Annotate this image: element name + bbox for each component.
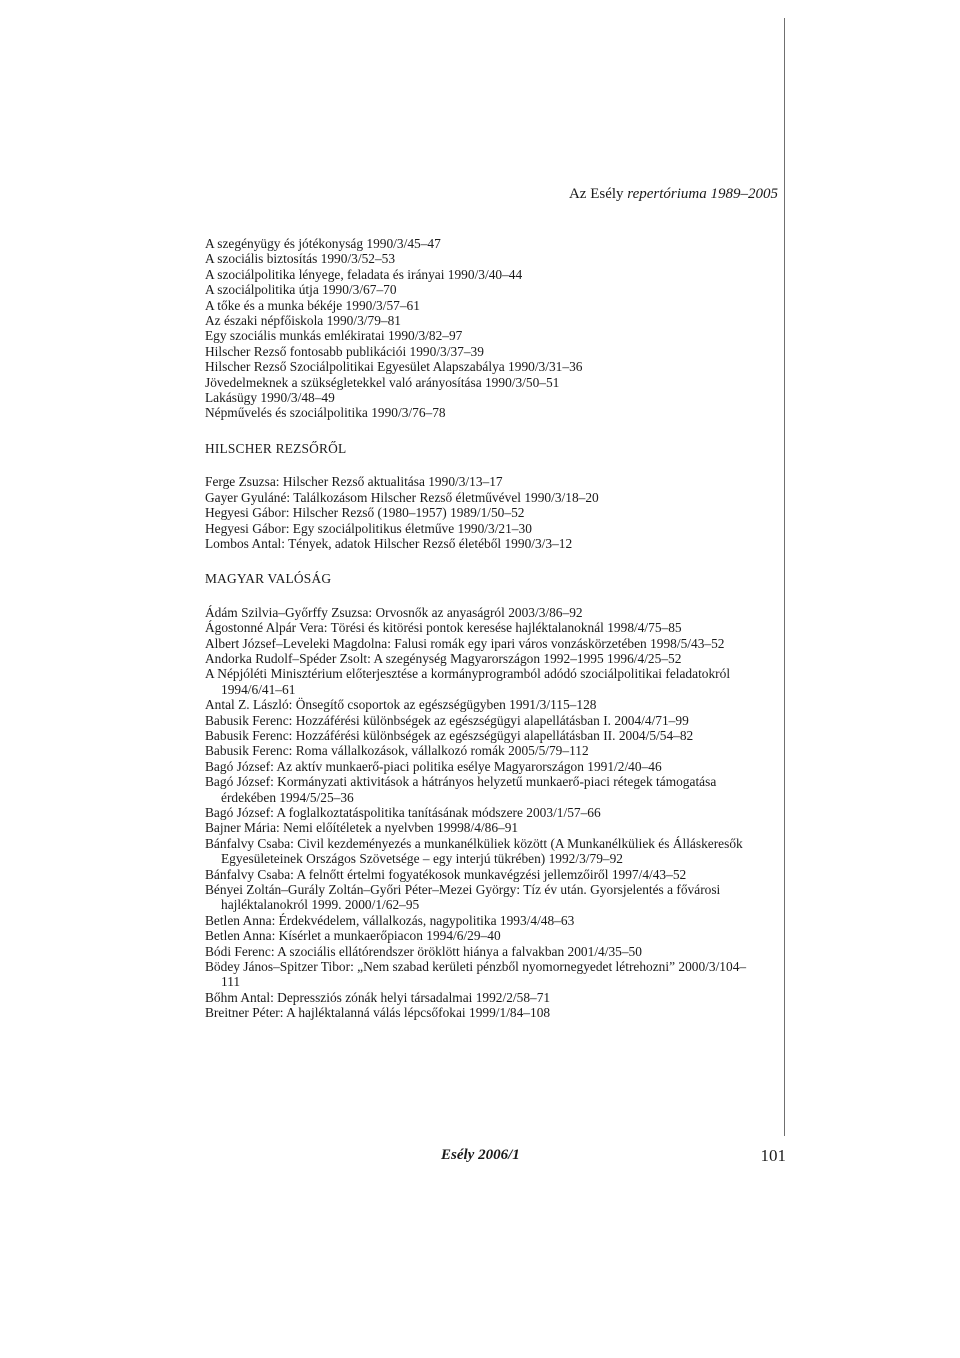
index-entry: Bódi Ferenc: A szociális ellátórendszer öröklött hiánya a falvakban 2001/4/35–50	[205, 943, 642, 959]
index-entry: A szociális biztosítás 1990/3/52–53	[205, 251, 396, 267]
page-number: 101	[760, 1146, 786, 1165]
index-entry: Bényei Zoltán–Gurály Zoltán–Győri Péter–Mezei György: Tíz év után. Gyorsjelentés a fővárosi hajléktalanokról 1999. 2000/1/62–95	[205, 882, 721, 913]
index-entry: Hegyesi Gábor: Egy szociálpolitikus életműve 1990/3/21–30	[205, 520, 532, 536]
index-entry: Andorka Rudolf–Spéder Zsolt: A szegénység Magyarországon 1992–1995 1996/4/25–52	[205, 650, 682, 666]
index-entry: Bőhm Antal: Depressziós zónák helyi társadalmai 1992/2/58–71	[205, 989, 551, 1005]
index-entry: Jövedelmeknek a szükségletekkel való arányosítása 1990/3/50–51	[205, 374, 560, 390]
index-entry: Babusik Ferenc: Roma vállalkozások, vállalkozó romák 2005/5/79–112	[205, 743, 589, 759]
index-entry: Egy szociális munkás emlékiratai 1990/3/82–97	[205, 328, 463, 344]
index-entry: Bánfalvy Csaba: Civil kezdeményezés a munkanélküliek között (A Munkanélküliek és Álláskeresők Egyesületeinek Országos Szövetsége – egy interjú tükrében) 1992/3/79–92	[205, 835, 743, 867]
index-entry: Az északi népfőiskola 1990/3/79–81	[205, 313, 401, 329]
index-entry: A szociálpolitika lényege, feladata és irányai 1990/3/40–44	[205, 266, 523, 282]
index-entry: Ágostonné Alpár Vera: Törési és kitörési pontok keresése hajléktalanoknál 1998/4/75–85	[205, 620, 682, 636]
index-entry: Bagó József: A foglalkoztatáspolitika tanításának módszere 2003/1/57–66	[205, 805, 601, 820]
running-head-subtitle: repertóriuma 1989–2005	[623, 186, 778, 202]
index-entry: Betlen Anna: Érdekvédelem, vállalkozás, nagypolitika 1993/4/48–63	[205, 912, 575, 928]
index-entry: A szociálpolitika útja 1990/3/67–70	[205, 282, 397, 298]
index-entry: Bajner Mária: Nemi előítéletek a nyelvben 19998/4/86–91	[205, 820, 519, 836]
index-entry: Babusik Ferenc: Hozzáférési különbségek az egészségügyi alapellátásban II. 2004/5/54–82	[205, 727, 694, 743]
vertical-rule	[784, 18, 785, 1136]
index-entry: Népművelés és szociálpolitika 1990/3/76–78	[205, 405, 446, 421]
index-entry: Bagó József: Kormányzati aktivitások a hátrányos helyzetű munkaerő-piaci rétegek támogatása érdekében 1994/5/25–36	[205, 774, 717, 805]
index-entry: Breitner Péter: A hajléktalanná válás lépcsőfokai 1999/1/84–108	[205, 1005, 551, 1021]
index-entry: Hilscher Rezső fontosabb publikációi 1990/3/37–39	[205, 343, 484, 359]
index-entry: Hilscher Rezső Szociálpolitikai Egyesület Alapszabálya 1990/3/31–36	[205, 359, 583, 375]
index-entry: Hegyesi Gábor: Hilscher Rezső (1980–1957) 1989/1/50–52	[205, 505, 525, 521]
index-entry: Albert József–Leveleki Magdolna: Falusi romák egy ipari város vonzáskörzetében 1998/5/43–52	[205, 635, 725, 651]
index-entry: Ádám Szilvia–Győrffy Zsuzsa: Orvosnők az anyaságról 2003/3/86–92	[205, 604, 583, 620]
footer-journal-title: Esély 2006/1	[441, 1147, 520, 1163]
index-entry: A Népjóléti Minisztérium előterjesztése a kormányprogramból adódó szociálpolitikai feladatokról 1994/6/41–61	[205, 666, 731, 697]
entry-group-hilscher	[205, 474, 765, 551]
index-entry: A tőke és a munka békéje 1990/3/57–61	[205, 297, 420, 313]
index-entry: Bödey János–Spitzer Tibor: „Nem szabad kerületi pénzből nyomornegyedet létrehozni” 2000/3/104–111	[205, 959, 747, 990]
running-head-title: Az Esély	[568, 186, 624, 202]
index-entry: Lakásügy 1990/3/48–49	[205, 390, 335, 406]
entry-group-magyar-valosag	[205, 605, 765, 1021]
entry-group-1	[205, 236, 765, 421]
index-entry: Lombos Antal: Tények, adatok Hilscher Rezső életéből 1990/3/3–12	[205, 535, 573, 551]
index-entry: Ferge Zsuzsa: Hilscher Rezső aktualitása 1990/3/13–17	[205, 474, 503, 490]
index-content	[205, 236, 765, 1021]
index-entry: Babusik Ferenc: Hozzáférési különbségek az egészségügyi alapellátásban I. 2004/4/71–99	[205, 712, 689, 728]
index-entry: Bánfalvy Csaba: A felnőtt értelmi fogyatékosok munkavégzési jellemzőiről 1997/4/43–52	[205, 866, 687, 882]
section-heading-hilscher: HILSCHER REZSŐRŐL	[205, 440, 347, 456]
index-entry: A szegényügy és jótékonyság 1990/3/45–47	[205, 236, 441, 251]
running-head	[569, 186, 778, 203]
index-entry: Betlen Anna: Kísérlet a munkaerőpiacon 1994/6/29–40	[205, 928, 501, 944]
index-entry: Gayer Gyuláné: Találkozásom Hilscher Rezső életművével 1990/3/18–20	[205, 489, 599, 505]
index-entry: Antal Z. László: Önsegítő csoportok az egészségügyben 1991/3/115–128	[205, 697, 597, 713]
index-entry: Bagó József: Az aktív munkaerő-piaci politika esélye Magyarországon 1991/2/40–46	[205, 758, 662, 774]
section-heading-magyar-valosag: MAGYAR VALÓSÁG	[205, 571, 332, 587]
